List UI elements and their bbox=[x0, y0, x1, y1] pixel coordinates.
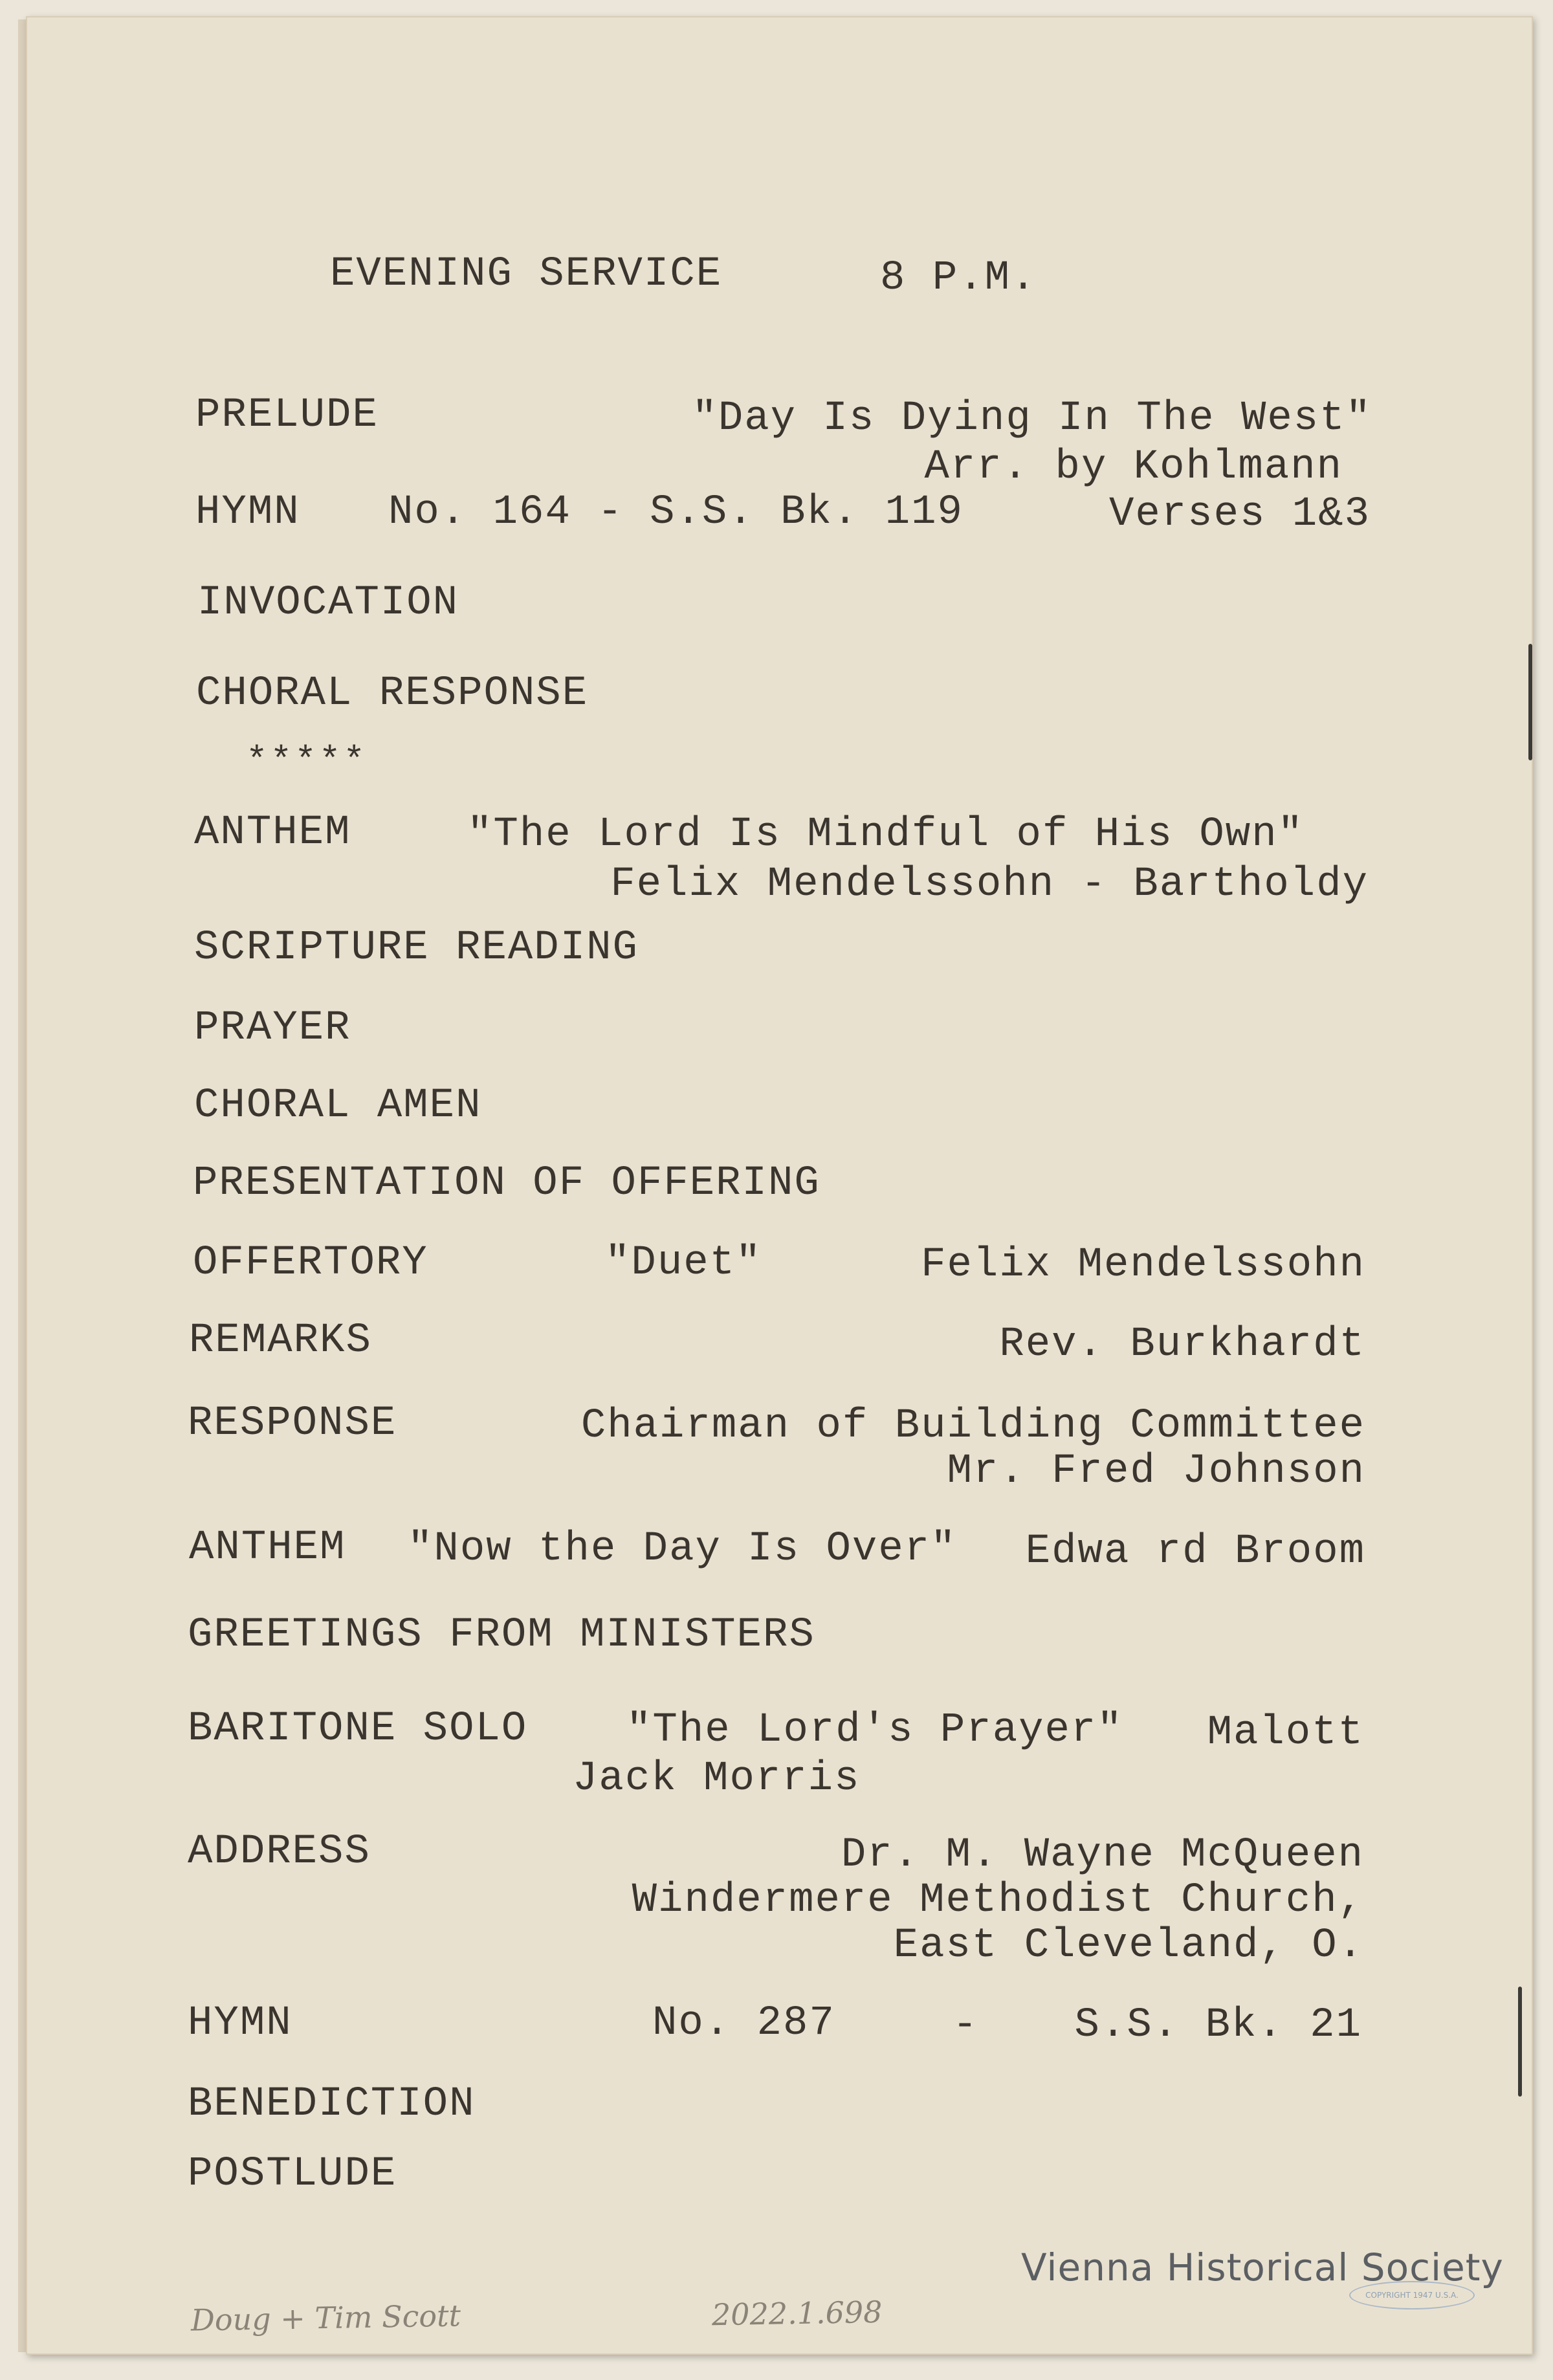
anthem2-label: ANTHEM bbox=[189, 1525, 346, 1571]
prelude-credit: Arr. by Kohlmann bbox=[924, 444, 1343, 490]
prelude-label: PRELUDE bbox=[195, 392, 379, 439]
prayer-label: PRAYER bbox=[194, 1005, 351, 1052]
solo-composer: Malott bbox=[1207, 1710, 1364, 1756]
hymn2-number: No. 287 bbox=[652, 2000, 835, 2047]
solo-label: BARITONE SOLO bbox=[188, 1706, 528, 1752]
address-place: East Cleveland, O. bbox=[893, 1923, 1364, 1969]
hymn2-dash: - bbox=[953, 2002, 979, 2049]
response-speaker: Chairman of Building Committee bbox=[580, 1403, 1365, 1449]
anthem1-label: ANTHEM bbox=[194, 810, 351, 856]
hymn1-label: HYMN bbox=[195, 489, 300, 536]
separator-stars: ***** bbox=[246, 740, 368, 782]
donor-handwriting: Doug + Tim Scott bbox=[190, 2298, 461, 2338]
solo-singer: Jack Morris bbox=[573, 1756, 861, 1802]
catalog-number-handwriting: 2022.1.698 bbox=[711, 2294, 883, 2333]
hymn1-verses: Verses 1&3 bbox=[1108, 491, 1371, 538]
benediction-label: BENEDICTION bbox=[188, 2081, 476, 2128]
anthem1-title: "The Lord Is Mindful of His Own" bbox=[467, 811, 1304, 858]
address-church: Windermere Methodist Church, bbox=[632, 1877, 1364, 1924]
remarks-label: REMARKS bbox=[189, 1317, 372, 1364]
service-title: EVENING SERVICE bbox=[330, 251, 723, 298]
prelude-title: "Day Is Dying In The West" bbox=[692, 395, 1372, 442]
response-label: RESPONSE bbox=[188, 1400, 397, 1447]
offertory-composer: Felix Mendelssohn bbox=[921, 1242, 1365, 1288]
anthem2-title: "Now the Day Is Over" bbox=[408, 1526, 957, 1572]
vienna-historical-society-watermark: Vienna Historical Society bbox=[1021, 2245, 1504, 2289]
hymn2-label: HYMN bbox=[188, 2000, 292, 2047]
scripture-label: SCRIPTURE READING bbox=[194, 925, 639, 971]
remarks-speaker: Rev. Burkhardt bbox=[999, 1321, 1365, 1368]
greetings-label: GREETINGS FROM MINISTERS bbox=[188, 1612, 815, 1658]
presentation-label: PRESENTATION OF OFFERING bbox=[193, 1160, 821, 1207]
invocation-label: INVOCATION bbox=[197, 580, 459, 626]
anthem2-composer: Edwa rd Broom bbox=[1025, 1528, 1365, 1575]
address-label: ADDRESS bbox=[188, 1829, 371, 1875]
staple-bottom bbox=[1518, 1987, 1522, 2097]
offertory-label: OFFERTORY bbox=[193, 1240, 428, 1286]
choral-response-label: CHORAL RESPONSE bbox=[196, 670, 589, 717]
hymn1-detail: No. 164 - S.S. Bk. 119 bbox=[388, 489, 964, 536]
choral-amen-label: CHORAL AMEN bbox=[194, 1083, 482, 1129]
service-time: 8 P.M. bbox=[880, 255, 1037, 302]
response-name: Mr. Fred Johnson bbox=[947, 1448, 1365, 1495]
copyright-stamp: COPYRIGHT 1947 U.S.A. bbox=[1349, 2281, 1475, 2309]
staple-top bbox=[1528, 644, 1532, 760]
address-speaker: Dr. M. Wayne McQueen bbox=[841, 1832, 1364, 1879]
hymn2-book: S.S. Bk. 21 bbox=[1074, 2002, 1362, 2049]
solo-title: "The Lord's Prayer" bbox=[626, 1707, 1123, 1754]
anthem1-composer: Felix Mendelssohn - Bartholdy bbox=[610, 861, 1369, 908]
offertory-title: "Duet" bbox=[605, 1240, 762, 1286]
postlude-label: POSTLUDE bbox=[188, 2151, 397, 2198]
